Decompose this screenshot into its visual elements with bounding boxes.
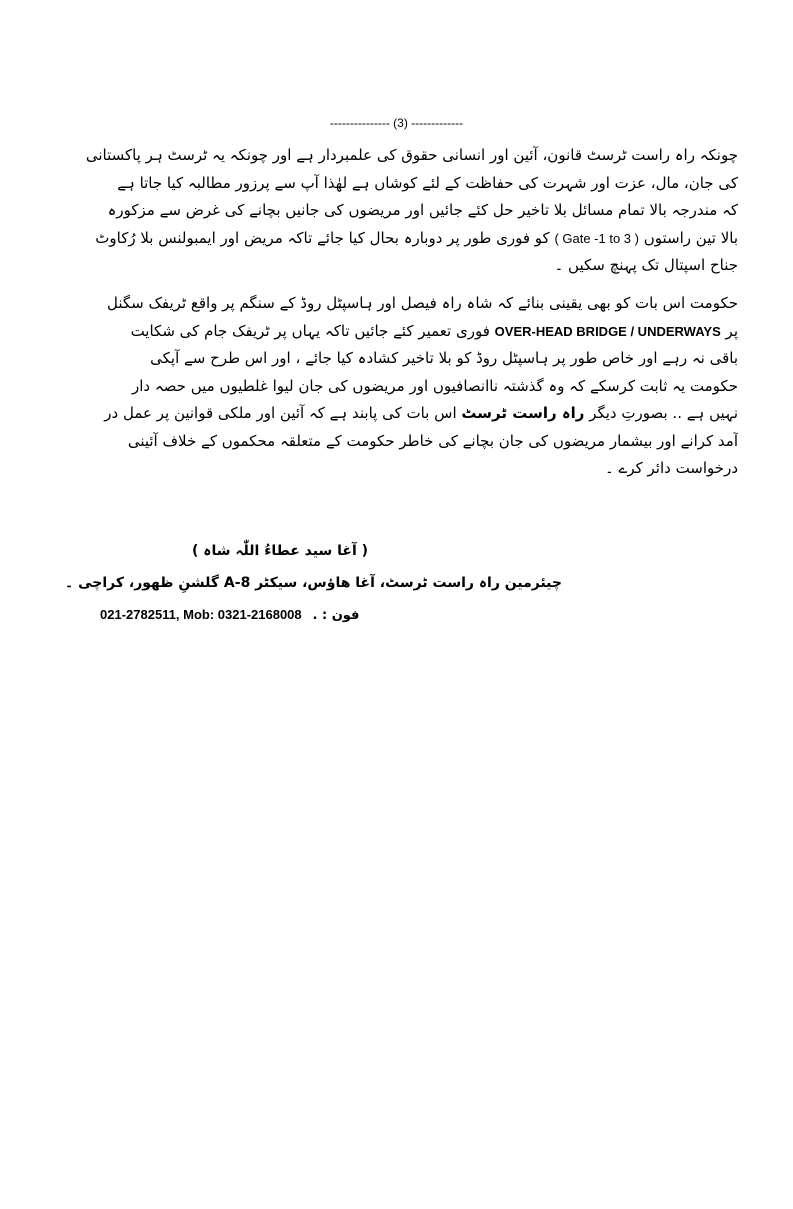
paragraph-1-line-1: چونکہ راہ راست ٹرسٹ قانون، آئین اور انسانی حقوق کی علمبردار ہے اور چونکہ یہ ٹرسٹ ہر پاکستانی	[85, 146, 738, 164]
paragraph-2-line-7: درخواست دائر کرے ۔	[604, 459, 738, 477]
paragraph-2-line-4: حکومت یہ ثابت کرسکے کہ وہ گذشتہ ناانصافیوں اور مریضوں کی جان لیوا غلطیوں میں حصہ دار	[132, 376, 738, 395]
paragraph-2-line-5-rest: اس بات کی پابند ہے کہ آئین اور ملکی قوانین پر عمل در	[104, 404, 457, 422]
paragraph-1-line-4	[30, 225, 738, 253]
paragraph-2-line-2-prefix: پر	[725, 321, 738, 340]
paragraph-2-line-1: حکومت اس بات کو بھی یقینی بنائے کہ شاہ راہ فیصل اور ہاسپٹل روڈ کے سنگم پر واقع ٹریفک سگنل	[106, 294, 738, 312]
gate-reference: ( Gate -1 to 3 )	[554, 230, 639, 246]
paragraph-1-line-2: کی جان، مال، عزت اور شہرت کی حفاظت کے لئے کوشاں ہے لھٰذا آپ سے پرزور مطالبہ کیا جاتا ہے	[117, 173, 738, 192]
phone-numbers: 021-2782511, Mob: 0321-2168008	[100, 607, 302, 622]
paragraph-2-line-5-prefix: نہیں ہے .. بصورتِ دیگر	[589, 404, 738, 422]
paragraph-2-line-6: آمد کرانے اور بیشمار مریضوں کی جان بچانے کی خاطر حکومت کے متعلقہ محکموں کے خلاف آئینی	[127, 431, 738, 450]
paragraph-1-line-5: جناح اسپتال تک پہنچ سکیں ۔	[554, 256, 738, 274]
paragraph-2-line-3: باقی نہ رہے اور خاص طور پر ہاسپٹل روڈ کو بلا تاخیر کشادہ کیا جائے ، اور اس طرح سے آپکی	[150, 349, 738, 367]
paragraph-1	[30, 142, 738, 280]
paragraph-1-line-4-start: بالا تین راستوں	[643, 228, 738, 247]
paragraph-2-line-2-rest: فوری تعمیر کئے جائیں تاکہ یہاں پر ٹریفک جام کی شکایت	[130, 321, 490, 340]
paragraph-2-line-5	[30, 400, 738, 428]
paragraph-2-line-2	[30, 318, 738, 346]
trust-name-bold: راہ راست ٹرسٹ	[461, 404, 585, 422]
signatory-title-address: چیئرمین راہ راست ٹرسٹ، آغا ھاؤس، سیکٹر 8-A گلشنِ ظھور، کراچی ۔	[65, 575, 562, 591]
phone-label: فون : .	[312, 608, 360, 623]
signatory-name: ( آغا سید عطاءُ اللّٰہ شاہ )	[191, 543, 369, 559]
paragraph-2	[30, 290, 738, 483]
signatory-phone	[100, 607, 400, 623]
paragraph-1-line-3: کہ مندرجہ بالا تمام مسائل بلا تاخیر حل کئے جائیں اور مریضوں کی جانیں بچانے کی غرض سے مزکورہ	[107, 201, 738, 219]
paragraph-1-line-4-rest: کو فوری طور پر دوبارہ بحال کیا جائے تاکہ مریض اور ایمبولنس بلا رُکاوٹ	[95, 228, 550, 247]
bridge-reference: OVER-HEAD BRIDGE / UNDERWAYS	[494, 323, 721, 339]
page-number-marker: --------------- (3) -------------	[329, 116, 464, 130]
